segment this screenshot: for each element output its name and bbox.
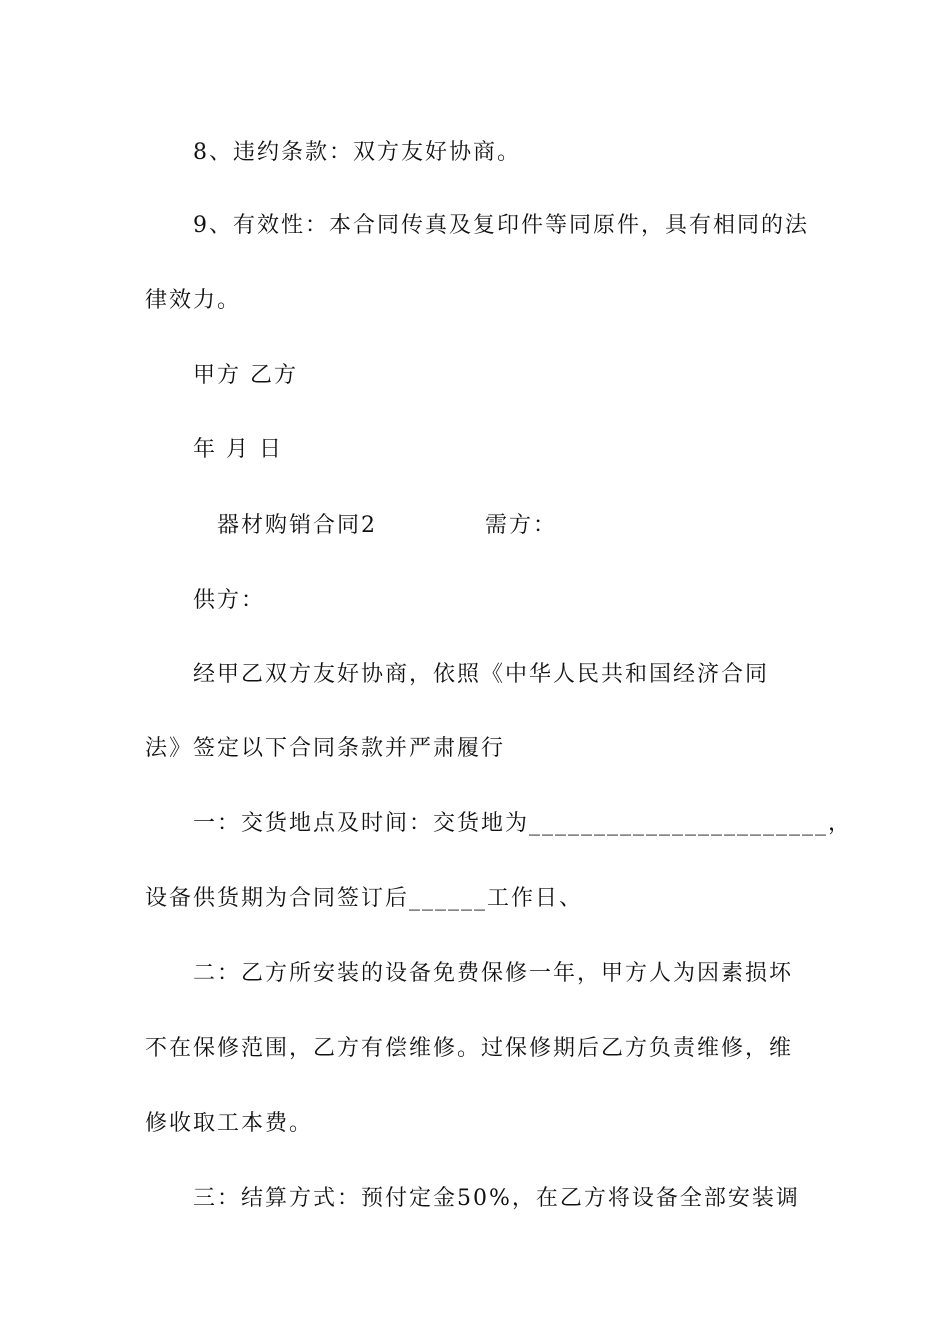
- contract-title: 器材购销合同2: [217, 513, 377, 538]
- clause-9-continued: 律效力。: [145, 288, 242, 313]
- clause-2-continued: 不在保修范围，乙方有偿维修。过保修期后乙方负责维修，维: [145, 1036, 794, 1061]
- clause-2-end: 修收取工本费。: [145, 1111, 314, 1136]
- clause-1-continued: 设备供货期为合同签订后______工作日、: [145, 886, 584, 911]
- clause-2: 二：乙方所安装的设备免费保修一年，甲方人为因素损坏: [193, 961, 794, 986]
- clause-3: 三：结算方式：预付定金50%，在乙方将设备全部安装调: [193, 1186, 800, 1211]
- buyer-label: 需方：: [485, 513, 558, 538]
- contract-title-row: [217, 511, 617, 541]
- supplier-label: 供方：: [193, 588, 266, 613]
- clause-1: 一：交货地点及时间：交货地为_______________________，: [193, 811, 853, 836]
- preamble-continued: 法》签定以下合同条款并严肃履行: [145, 736, 506, 761]
- party-signatures: 甲方 乙方: [193, 363, 298, 388]
- preamble: 经甲乙双方友好协商，依照《中华人民共和国经济合同: [193, 662, 770, 687]
- clause-8: 8、违约条款：双方友好协商。: [193, 140, 521, 165]
- clause-9: 9、有效性：本合同传真及复印件等同原件，具有相同的法: [193, 213, 809, 238]
- signature-date: 年 月 日: [193, 437, 283, 462]
